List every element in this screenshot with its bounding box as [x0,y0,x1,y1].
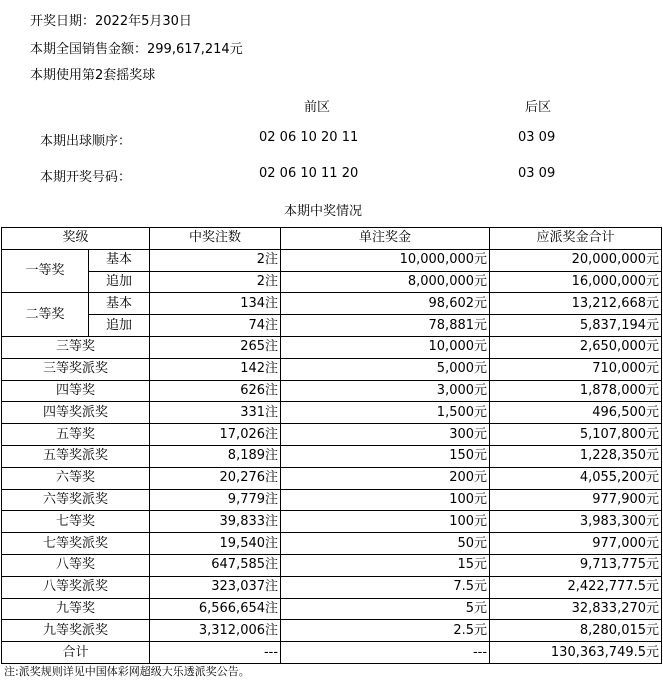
prize-cell: 300元 [281,424,490,446]
prize-cell: 1,500元 [281,402,490,424]
total-cell: 16,000,000元 [490,271,662,293]
total-cell: 2,422,777.5元 [490,576,662,598]
table-row [2,620,662,642]
prize-cell: 5元 [281,598,490,620]
count-cell: 9,779注 [150,489,281,511]
prize-cell: 7.5元 [281,576,490,598]
table-row [2,445,662,467]
header-level: 奖级 [2,228,150,250]
total-cell: 32,833,270元 [490,598,662,620]
total-cell: 2,650,000元 [490,336,662,358]
back-zone-label: 后区 [525,100,552,115]
count-cell: 39,833注 [150,511,281,533]
section-title: 本期中奖情况 [284,204,363,219]
level-cell: 八等奖 [2,554,150,576]
count-cell: 2注 [150,249,281,271]
table-row [2,511,662,533]
second-prize-label: 二等奖 [2,293,89,337]
table-row [2,576,662,598]
count-cell: 3,312,006注 [150,620,281,642]
sub-type: 基本 [89,293,150,315]
count-cell: 134注 [150,293,281,315]
prize-cell: 10,000,000元 [281,249,490,271]
total-cell: 4,055,200元 [490,467,662,489]
table-row [2,489,662,511]
prize-cell: 150元 [281,445,490,467]
table-row [2,358,662,380]
level-cell: 七等奖派奖 [2,533,150,555]
level-cell: 四等奖派奖 [2,402,150,424]
prize-cell: 100元 [281,511,490,533]
count-cell: 626注 [150,380,281,402]
count-cell: 19,540注 [150,533,281,555]
total-cell: 13,212,668元 [490,293,662,315]
prize-cell: 15元 [281,554,490,576]
header-total: 应派奖金合计 [490,228,662,250]
total-cell: 977,000元 [490,533,662,555]
prize-cell: 3,000元 [281,380,490,402]
table-row [2,424,662,446]
total-cell: 1,878,000元 [490,380,662,402]
table-row [2,315,662,337]
winning-numbers-back: 03 09 [518,166,556,181]
table-header-row [2,228,662,250]
level-cell: 七等奖 [2,511,150,533]
prize-cell: 98,602元 [281,293,490,315]
prize-cell: 100元 [281,489,490,511]
count-cell: 142注 [150,358,281,380]
count-cell: 265注 [150,336,281,358]
prize-rows [2,336,662,641]
total-row [2,642,662,664]
count-cell: 74注 [150,315,281,337]
prize-cell: 5,000元 [281,358,490,380]
total-label: 合计 [2,642,150,664]
prize-cell: 2.5元 [281,620,490,642]
level-cell: 六等奖派奖 [2,489,150,511]
prize-cell: 10,000元 [281,336,490,358]
level-cell: 三等奖 [2,336,150,358]
level-cell: 四等奖 [2,380,150,402]
sub-type: 追加 [89,271,150,293]
count-cell: 331注 [150,402,281,424]
sales-amount: 本期全国销售金额：299,617,214元 [30,42,243,57]
draw-order-front: 02 06 10 20 11 [259,130,359,145]
total-prize: --- [281,642,490,664]
total-cell: 8,280,015元 [490,620,662,642]
table-row [2,554,662,576]
table-row [2,467,662,489]
level-cell: 三等奖派奖 [2,358,150,380]
front-zone-label: 前区 [304,100,331,115]
table-row [2,380,662,402]
prize-cell: 50元 [281,533,490,555]
level-cell: 九等奖派奖 [2,620,150,642]
grand-total: 130,363,749.5元 [490,642,662,664]
table-row [2,402,662,424]
sub-type: 基本 [89,249,150,271]
total-cell: 1,228,350元 [490,445,662,467]
count-cell: 323,037注 [150,576,281,598]
sub-type: 追加 [89,315,150,337]
prize-cell: 78,881元 [281,315,490,337]
prize-table [1,227,662,664]
table-row [2,598,662,620]
total-cell: 710,000元 [490,358,662,380]
total-cell: 977,900元 [490,489,662,511]
count-cell: 17,026注 [150,424,281,446]
count-cell: 20,276注 [150,467,281,489]
draw-date: 开奖日期：2022年5月30日 [30,14,192,29]
count-cell: 2注 [150,271,281,293]
table-row [2,533,662,555]
count-cell: 8,189注 [150,445,281,467]
first-prize-label: 一等奖 [2,249,89,293]
level-cell: 九等奖 [2,598,150,620]
winning-numbers-label: 本期开奖号码： [40,170,132,185]
level-cell: 五等奖 [2,424,150,446]
header-count: 中奖注数 [150,228,281,250]
total-cell: 5,107,800元 [490,424,662,446]
level-cell: 八等奖派奖 [2,576,150,598]
total-cell: 5,837,194元 [490,315,662,337]
winning-numbers-front: 02 06 10 11 20 [259,166,359,181]
table-row [2,293,662,315]
count-cell: 6,566,654注 [150,598,281,620]
total-cell: 496,500元 [490,402,662,424]
total-cell: 9,713,775元 [490,554,662,576]
level-cell: 六等奖 [2,467,150,489]
footnote: 注:派奖规则详见中国体彩网超级大乐透派奖公告。 [4,665,250,678]
total-cell: 20,000,000元 [490,249,662,271]
prize-cell: 200元 [281,467,490,489]
ball-set: 本期使用第2套摇奖球 [30,68,156,83]
table-row [2,249,662,271]
header-prize: 单注奖金 [281,228,490,250]
total-count: --- [150,642,281,664]
level-cell: 五等奖派奖 [2,445,150,467]
count-cell: 647,585注 [150,554,281,576]
table-row [2,336,662,358]
draw-order-back: 03 09 [518,130,556,145]
total-cell: 3,983,300元 [490,511,662,533]
draw-order-label: 本期出球顺序： [40,134,132,149]
prize-cell: 8,000,000元 [281,271,490,293]
table-row [2,271,662,293]
